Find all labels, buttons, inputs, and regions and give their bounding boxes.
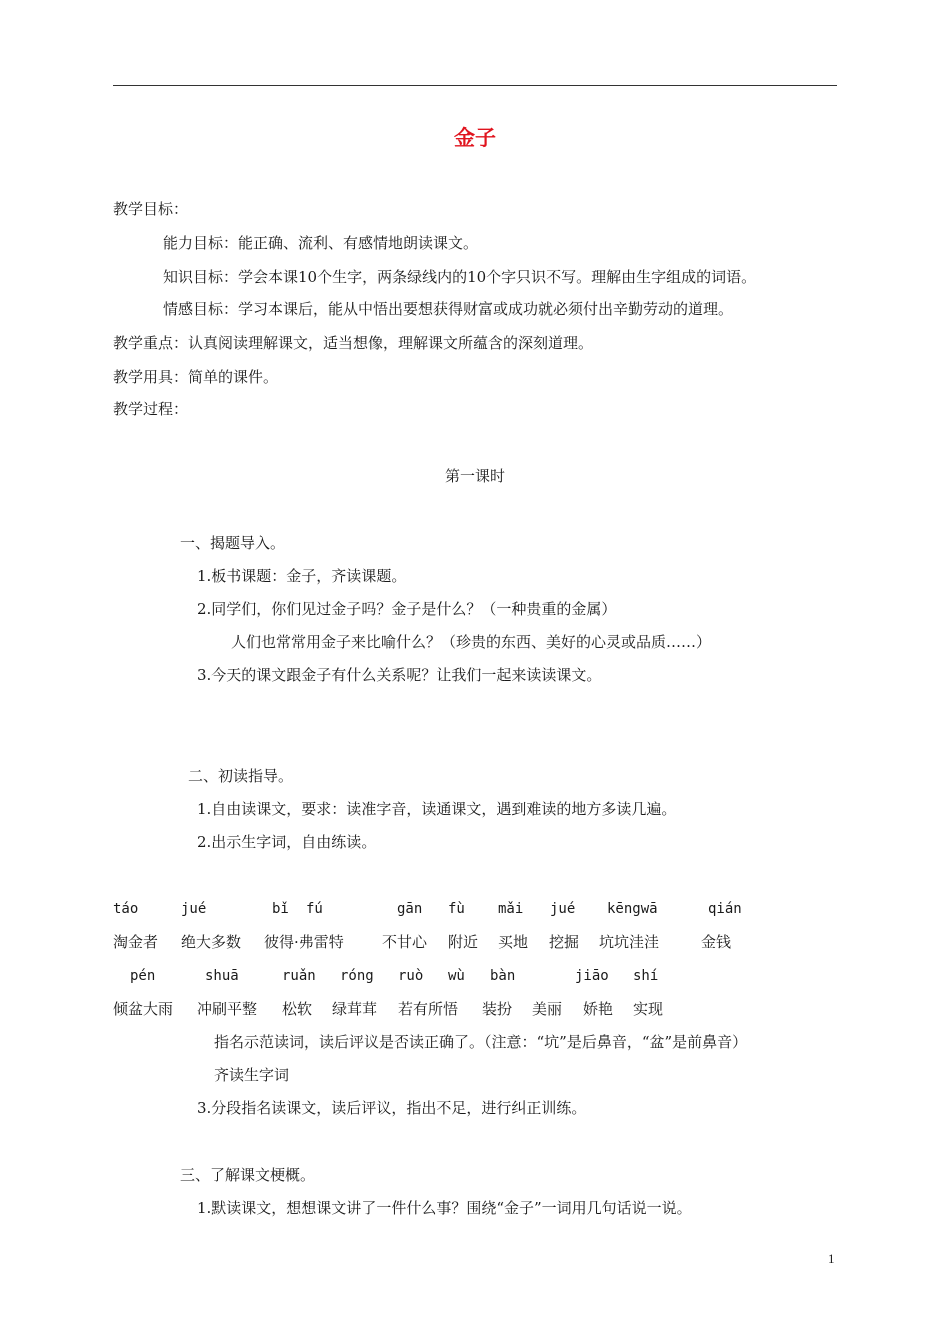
section1-item: 3.今天的课文跟金子有什么关系呢？让我们一起来读读课文。 <box>197 666 602 684</box>
pinyin: pén <box>130 968 156 984</box>
pinyin: shí <box>633 968 659 984</box>
key-point: 教学重点：认真阅读理解课文，适当想像，理解课文所蕴含的深刻道理。 <box>113 334 594 352</box>
vocab-word: 美丽 <box>532 1000 563 1018</box>
section1-item: 人们也常常用金子来比喻什么？（珍贵的东西、美好的心灵或品质……） <box>231 633 712 651</box>
vocab-word: 不甘心 <box>382 933 428 951</box>
vocab-word: 装扮 <box>482 1000 513 1018</box>
pinyin: qián <box>708 901 742 917</box>
section2-note: 指名示范读词，读后评议是否读正确了。（注意：“坑”是后鼻音，“盆”是前鼻音） <box>214 1033 748 1051</box>
goal-ability: 能力目标：能正确、流利、有感情地朗读课文。 <box>163 234 479 252</box>
section2-item: 1.自由读课文，要求：读准字音，读通课文，遇到难读的地方多读几遍。 <box>197 800 677 818</box>
vocab-word: 买地 <box>498 933 529 951</box>
section2-item: 3.分段指名读课文，读后评议，指出不足，进行纠正训练。 <box>197 1099 587 1117</box>
pinyin: wù <box>448 968 465 984</box>
pinyin: ruò <box>398 968 424 984</box>
vocab-word: 绝大多数 <box>181 933 242 951</box>
header-rule <box>113 85 837 86</box>
goals-heading: 教学目标： <box>113 200 189 218</box>
vocab-word: 绿茸茸 <box>332 1000 378 1018</box>
pinyin: ruǎn <box>282 968 316 984</box>
pinyin: jiāo <box>575 968 609 984</box>
vocab-word: 金钱 <box>701 933 732 951</box>
pinyin: mǎi <box>498 901 524 917</box>
pinyin: bǐ <box>272 901 289 917</box>
document-title: 金子 <box>454 125 496 150</box>
vocab-word: 若有所悟 <box>398 1000 459 1018</box>
vocab-word: 松软 <box>282 1000 313 1018</box>
vocab-word: 附近 <box>448 933 479 951</box>
process-heading: 教学过程： <box>113 400 189 418</box>
section2-note: 齐读生字词 <box>214 1066 290 1084</box>
pinyin: gān <box>397 901 423 917</box>
vocab-word: 坑坑洼洼 <box>599 933 660 951</box>
section2-item: 2.出示生字词，自由练读。 <box>197 833 377 851</box>
pinyin: fú <box>306 901 323 917</box>
section1-item: 2.同学们，你们见过金子吗？金子是什么？（一种贵重的金属） <box>197 600 617 618</box>
pinyin: jué <box>550 901 576 917</box>
goal-emotion: 情感目标：学习本课后，能从中悟出要想获得财富或成功就必须付出辛勤劳动的道理。 <box>163 300 734 318</box>
pinyin: bàn <box>490 968 516 984</box>
pinyin: róng <box>340 968 374 984</box>
section3-heading: 三、了解课文梗概。 <box>180 1166 316 1184</box>
lesson-heading: 第一课时 <box>444 467 505 485</box>
section3-item: 1.默读课文，想想课文讲了一件什么事？围绕“金子”一词用几句话说一说。 <box>197 1199 692 1217</box>
pinyin: fù <box>448 901 465 917</box>
vocab-word: 冲刷平整 <box>197 1000 258 1018</box>
vocab-word: 彼得·弗雷特 <box>264 933 344 951</box>
vocab-word: 实现 <box>633 1000 664 1018</box>
vocab-word: 娇艳 <box>583 1000 614 1018</box>
pinyin: jué <box>181 901 207 917</box>
vocab-word: 倾盆大雨 <box>113 1000 174 1018</box>
vocab-word: 淘金者 <box>113 933 159 951</box>
vocab-word: 挖掘 <box>549 933 580 951</box>
pinyin: kēngwā <box>607 901 658 917</box>
page-number: 1 <box>828 1251 835 1266</box>
goal-knowledge: 知识目标：学会本课10个生字，两条绿线内的10个字只识不写。理解由生字组成的词语。 <box>163 268 757 286</box>
section1-item: 1.板书课题：金子，齐读课题。 <box>197 567 407 585</box>
teaching-tools: 教学用具：简单的课件。 <box>113 368 279 386</box>
pinyin: táo <box>113 901 139 917</box>
pinyin: shuā <box>205 968 239 984</box>
section1-heading: 一、揭题导入。 <box>180 534 286 552</box>
section2-heading: 二、初读指导。 <box>188 767 294 785</box>
